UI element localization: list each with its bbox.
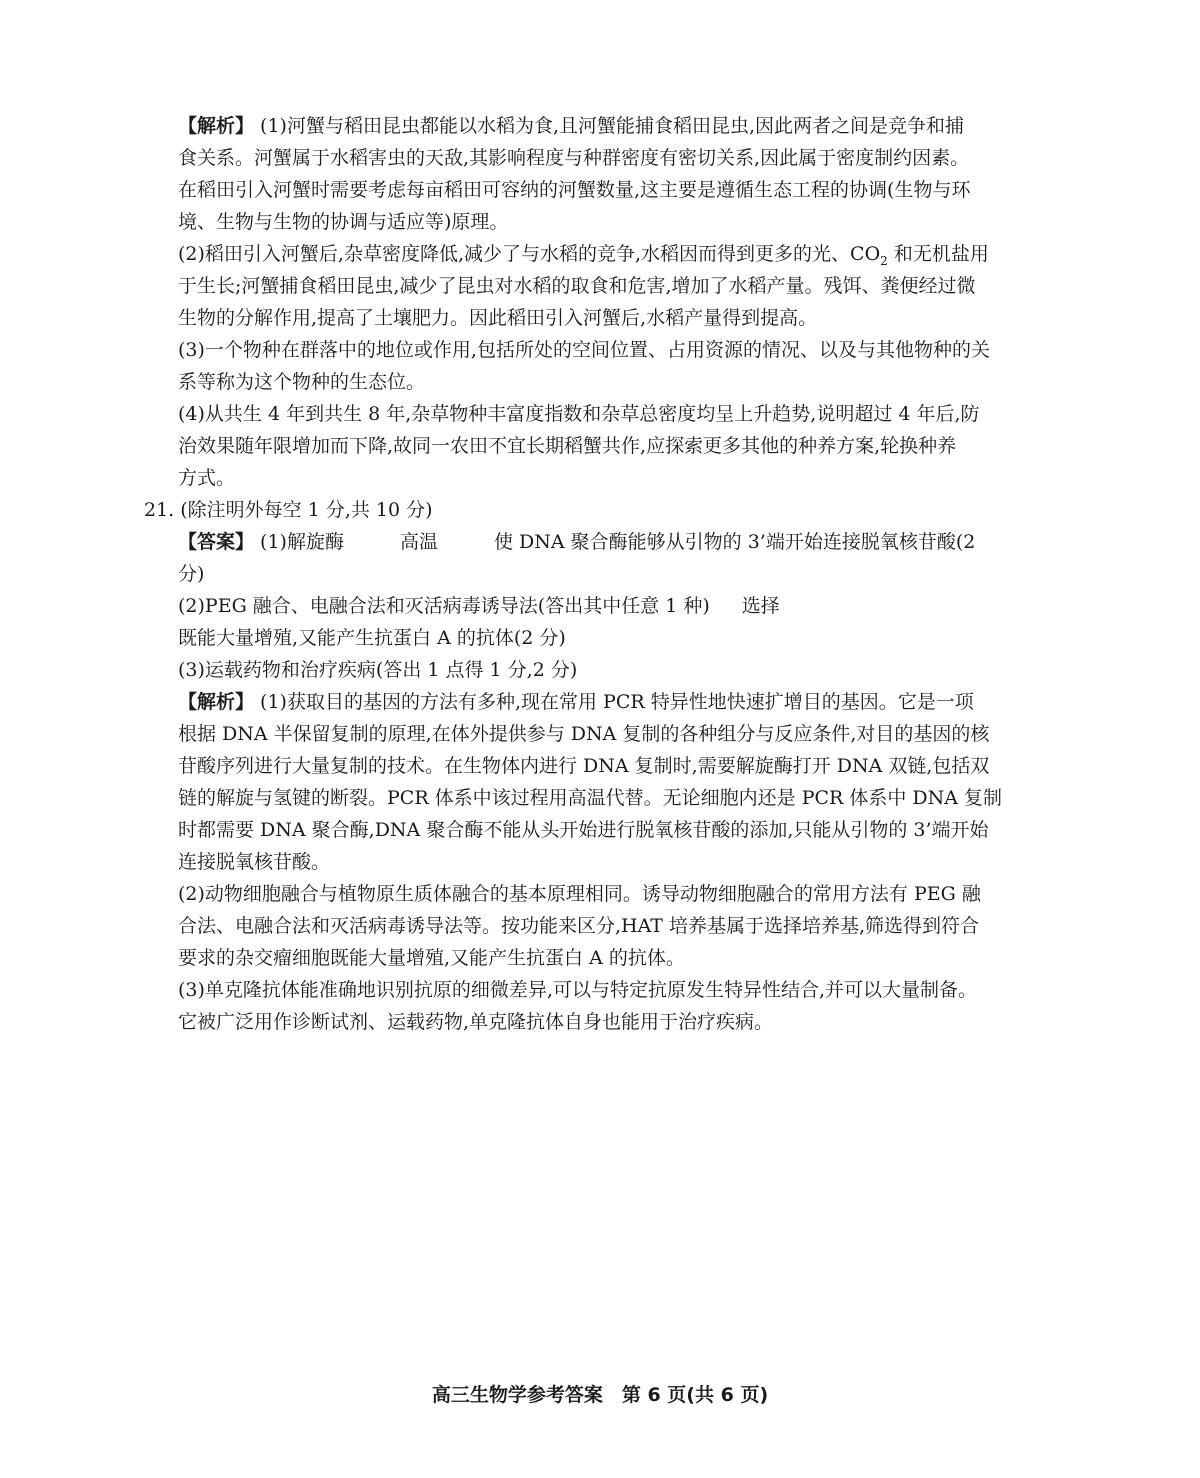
analysis-line: (2)稻田引入河蟹后,杂草密度降低,减少了与水稻的竞争,水稻因而得到更多的光、CO [178, 243, 881, 265]
analysis-21-paragraph-1 [178, 686, 1058, 878]
page-footer: 高三生物学参考答案 第 6 页(共 6 页) [431, 1384, 769, 1406]
subscript: 2 [880, 253, 888, 268]
answer-page-body [144, 110, 1058, 1038]
analysis-21-paragraph-3 [178, 974, 1058, 1038]
answer-item: 高温 [399, 531, 438, 553]
analysis-line: (4)从共生 4 年到共生 8 年,杂草物种丰富度指数和杂草总密度均呈上升趋势,说明超过 4 年后,防 [178, 403, 980, 425]
analysis-line: 时都需要 DNA 聚合酶,DNA 聚合酶不能从头开始进行脱氧核苷酸的添加,只能从引物的 3’端开始 [178, 819, 989, 841]
analysis-20-paragraph-1 [178, 110, 1058, 238]
analysis-label: 【解析】 [178, 691, 255, 713]
analysis-line: 方式。 [178, 467, 236, 489]
question-21-answer [178, 526, 1058, 686]
answer-item: (1)解旋酶 [254, 531, 344, 553]
question-21-header [144, 494, 1058, 526]
analysis-line: (3)一个物种在群落中的地位或作用,包括所处的空间位置、占用资源的情况、以及与其他物种的关 [178, 339, 990, 361]
answer-item: (2)PEG 融合、电融合法和灭活病毒诱导法(答出其中任意 1 种) [178, 595, 710, 617]
analysis-21-paragraph-2 [178, 878, 1058, 974]
analysis-20-paragraph-3 [178, 334, 1058, 398]
answer-item: 选择 [741, 595, 780, 617]
analysis-line: 连接脱氧核苷酸。 [178, 851, 331, 873]
analysis-line: 在稻田引入河蟹时需要考虑每亩稻田可容纳的河蟹数量,这主要是遵循生态工程的协调(生物与环 [178, 179, 971, 201]
analysis-line: 它被广泛用作诊断试剂、运载药物,单克隆抗体自身也能用于治疗疾病。 [178, 1011, 774, 1033]
analysis-line: 于生长;河蟹捕食稻田昆虫,减少了昆虫对水稻的取食和危害,增加了水稻产量。残饵、粪便经过微 [178, 275, 976, 297]
analysis-line: 合法、电融合法和灭活病毒诱导法等。按功能来区分,HAT 培养基属于选择培养基,筛选得到符合 [178, 915, 980, 937]
question-number-header: 21. (除注明外每空 1 分,共 10 分) [144, 499, 433, 521]
answer-item: (3)运载药物和治疗疾病(答出 1 点得 1 分,2 分) [178, 659, 578, 681]
analysis-line: 根据 DNA 半保留复制的原理,在体外提供参与 DNA 复制的各种组分与反应条件,对目的基因的核 [178, 723, 990, 745]
analysis-line: 和无机盐用 [887, 243, 989, 265]
analysis-label: 【解析】 [178, 115, 255, 137]
answer-item: 分) [178, 563, 205, 585]
answer-item: 使 DNA 聚合酶能够从引物的 3’端开始连接脱氧核苷酸(2 [494, 531, 976, 553]
analysis-line: 系等称为这个物种的生态位。 [178, 371, 426, 393]
analysis-line: (1)河蟹与稻田昆虫都能以水稻为食,且河蟹能捕食稻田昆虫,因此两者之间是竞争和捕 [254, 115, 965, 137]
analysis-line: (3)单克隆抗体能准确地识别抗原的细微差异,可以与特定抗原发生特异性结合,并可以大量制备。 [178, 979, 977, 1001]
analysis-line: 治效果随年限增加而下降,故同一农田不宜长期稻蟹共作,应探索更多其他的种养方案,轮换种养 [178, 435, 957, 457]
analysis-line: 链的解旋与氢键的断裂。PCR 体系中该过程用高温代替。无论细胞内还是 PCR 体系中 DNA 复制 [178, 787, 1003, 809]
analysis-line: 生物的分解作用,提高了土壤肥力。因此稻田引入河蟹后,水稻产量得到提高。 [178, 307, 818, 329]
analysis-20-paragraph-2 [178, 238, 1058, 334]
analysis-line: (2)动物细胞融合与植物原生质体融合的基本原理相同。诱导动物细胞融合的常用方法有 PEG 融 [178, 883, 981, 905]
answer-label: 【答案】 [178, 531, 255, 553]
analysis-line: 境、生物与生物的协调与适应等)原理。 [178, 211, 509, 233]
analysis-line: 苷酸序列进行大量复制的技术。在生物体内进行 DNA 复制时,需要解旋酶打开 DNA 双链,包括双 [178, 755, 990, 777]
analysis-line: (1)获取目的基因的方法有多种,现在常用 PCR 特异性地快速扩增目的基因。它是一项 [254, 691, 974, 713]
answer-item: 既能大量增殖,又能产生抗蛋白 A 的抗体(2 分) [178, 627, 566, 649]
analysis-20-paragraph-4 [178, 398, 1058, 494]
analysis-line: 食关系。河蟹属于水稻害虫的天敌,其影响程度与种群密度有密切关系,因此属于密度制约因素。 [178, 147, 970, 169]
analysis-line: 要求的杂交瘤细胞既能大量增殖,又能产生抗蛋白 A 的抗体。 [178, 947, 685, 969]
